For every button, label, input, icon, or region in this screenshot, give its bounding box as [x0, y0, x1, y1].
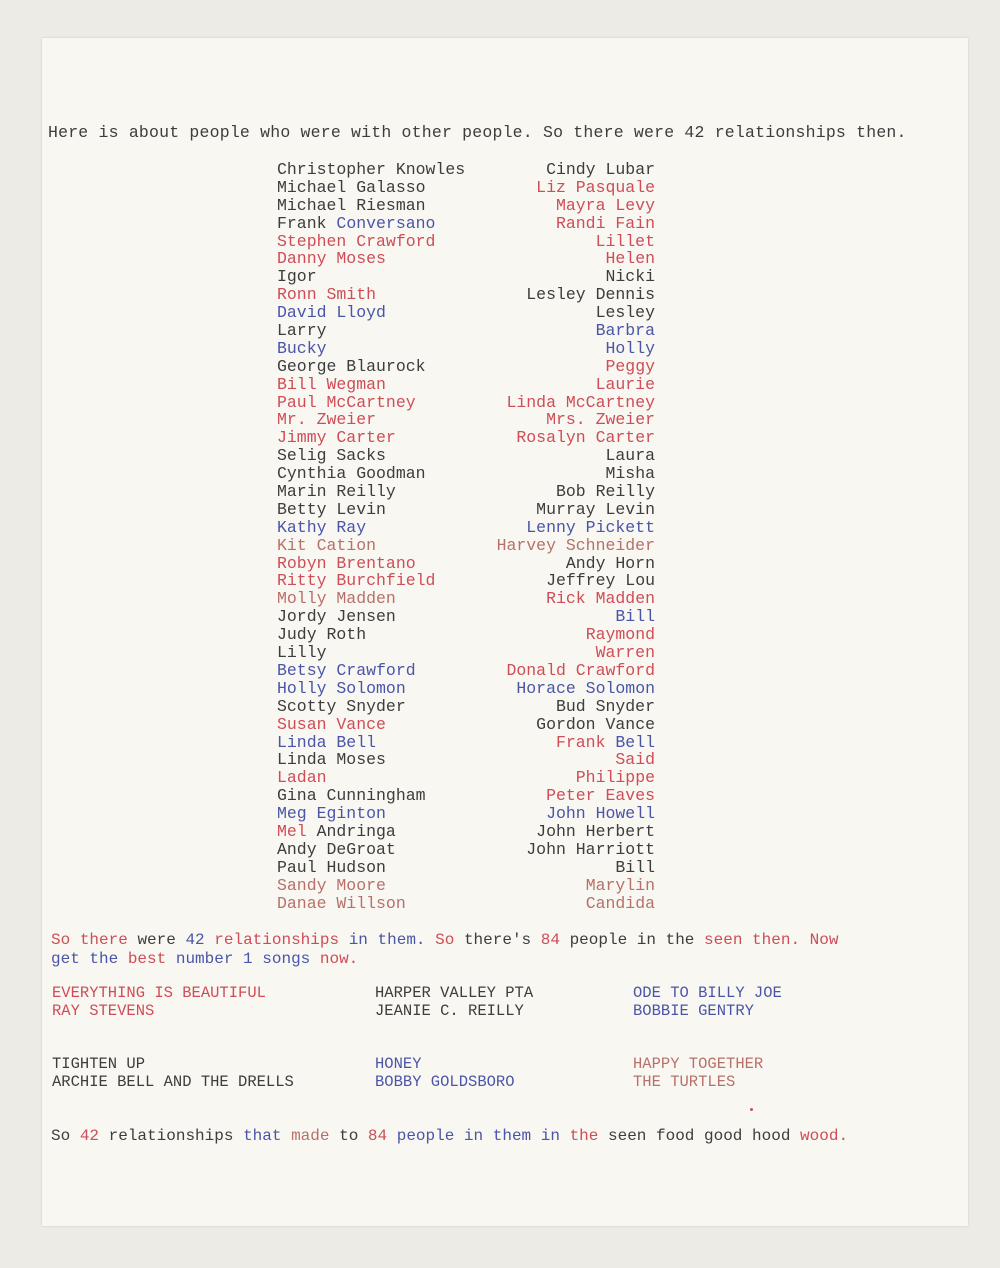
right-name: Gordon Vance	[536, 714, 655, 734]
song-title: ODE TO BILLY JOE	[633, 984, 782, 1002]
right-name: Said	[615, 750, 655, 770]
list-item	[277, 376, 655, 394]
word: in them.	[348, 931, 426, 949]
paragraph-closing	[51, 1127, 848, 1145]
left-name: Danny Moses	[277, 249, 386, 269]
left-name: Jimmy Carter	[277, 428, 396, 448]
right-name: Bill	[615, 857, 655, 877]
left-name: Gina Cunningham	[277, 786, 426, 806]
list-item	[277, 358, 655, 376]
song-artist: RAY STEVENS	[52, 1001, 155, 1020]
left-name: Cynthia Goodman	[277, 464, 426, 484]
paragraph-relationships	[51, 931, 838, 949]
left-name: Sandy Moore	[277, 875, 386, 895]
left-name-first: Frank	[277, 213, 337, 233]
list-item	[277, 322, 655, 340]
word: So	[51, 931, 71, 949]
song-block	[52, 985, 266, 1020]
left-name: Jordy Jensen	[277, 607, 396, 627]
right-name: Murray Levin	[536, 499, 655, 519]
word: were	[137, 931, 176, 949]
right-name: Lenny Pickett	[526, 517, 655, 537]
right-name: John Harriott	[526, 839, 655, 859]
song-title: HONEY	[375, 1055, 422, 1073]
left-name: Holly Solomon	[277, 678, 406, 698]
word: seen food good hood	[607, 1127, 791, 1145]
word: seen	[704, 931, 743, 949]
left-name: Meg Eginton	[277, 804, 386, 824]
left-name: Ladan	[277, 768, 327, 788]
list-item	[277, 537, 655, 555]
right-name: Bob Reilly	[555, 482, 655, 502]
right-name: Laurie	[595, 374, 655, 394]
word: then.	[752, 931, 801, 949]
list-item	[277, 698, 655, 716]
list-item	[277, 590, 655, 608]
left-name	[277, 215, 435, 233]
right-name: Nicki	[605, 267, 655, 287]
right-name: Candida	[585, 893, 655, 913]
list-item	[277, 680, 655, 698]
list-item	[277, 215, 655, 233]
left-name: Betty Levin	[277, 499, 386, 519]
right-name: Donald Crawford	[506, 660, 655, 680]
list-item	[277, 608, 655, 626]
word: there	[79, 931, 128, 949]
list-item	[277, 662, 655, 680]
left-name: Bill Wegman	[277, 374, 386, 394]
word: wood.	[800, 1127, 849, 1145]
list-item	[277, 197, 655, 215]
word: So	[435, 931, 455, 949]
paragraph-songs-intro	[51, 950, 358, 968]
right-name-last: Bell	[615, 732, 655, 752]
list-item	[277, 572, 655, 590]
word: to	[339, 1127, 359, 1145]
list-item	[277, 716, 655, 734]
right-name: Horace Solomon	[516, 678, 655, 698]
ink-dot	[750, 1108, 753, 1111]
left-name: Paul McCartney	[277, 392, 416, 412]
list-item	[277, 233, 655, 251]
right-name: Linda McCartney	[506, 392, 655, 412]
song-block	[375, 985, 533, 1020]
list-item	[277, 644, 655, 662]
left-name: Susan Vance	[277, 714, 386, 734]
left-name: Ritty Burchfield	[277, 571, 436, 591]
word: So	[51, 1127, 71, 1145]
word: people in the	[569, 931, 695, 949]
song-block	[52, 1056, 294, 1091]
right-name: Rick Madden	[546, 589, 655, 609]
list-item	[277, 250, 655, 268]
word: the	[569, 1127, 599, 1145]
right-name: Raymond	[585, 625, 655, 645]
left-name-first: Mel	[277, 821, 317, 841]
left-name: Robyn Brentano	[277, 553, 416, 573]
right-name: Helen	[605, 249, 655, 269]
list-item	[277, 268, 655, 286]
word: now.	[319, 950, 359, 968]
word: relationships	[214, 931, 340, 949]
song-block	[633, 985, 782, 1020]
song-artist: THE TURTLES	[633, 1072, 736, 1091]
list-item	[277, 161, 655, 179]
list-item	[277, 877, 655, 895]
left-name: Selig Sacks	[277, 446, 386, 466]
list-item	[277, 555, 655, 573]
word: Now	[809, 931, 839, 949]
word: 42	[79, 1127, 100, 1145]
right-name: Warren	[595, 643, 655, 663]
right-name: Liz Pasquale	[536, 177, 655, 197]
left-name: Kathy Ray	[277, 517, 367, 537]
song-title: TIGHTEN UP	[52, 1055, 146, 1073]
list-item	[277, 429, 655, 447]
left-name-last: Andringa	[316, 821, 396, 841]
left-name: Danae Willson	[277, 893, 406, 913]
list-item	[277, 179, 655, 197]
left-name	[277, 823, 396, 841]
right-name: Lesley Dennis	[526, 285, 655, 305]
left-name: Ronn Smith	[277, 285, 377, 305]
list-item	[277, 447, 655, 465]
list-item	[277, 859, 655, 877]
left-name: Linda Moses	[277, 750, 386, 770]
word: people in them in	[396, 1127, 560, 1145]
left-name: Molly Madden	[277, 589, 396, 609]
right-name: Lesley	[595, 303, 655, 323]
left-name: Andy DeGroat	[277, 839, 396, 859]
right-name: Mayra Levy	[555, 195, 655, 215]
list-item	[277, 769, 655, 787]
song-artist: BOBBIE GENTRY	[633, 1001, 754, 1020]
right-name: Lillet	[595, 231, 655, 251]
right-name: Jeffrey Lou	[546, 571, 655, 591]
word: best	[127, 950, 167, 968]
song-block	[375, 1056, 515, 1091]
right-name: Laura	[605, 446, 655, 466]
list-item	[277, 751, 655, 769]
word: there's	[463, 931, 532, 949]
intro-line: Here is about people who were with other people. So there were 42 relationships then.	[48, 123, 907, 142]
list-item	[277, 340, 655, 358]
list-item	[277, 411, 655, 429]
right-name: Peggy	[605, 356, 655, 376]
right-name: Andy Horn	[565, 553, 655, 573]
right-name: John Howell	[546, 804, 655, 824]
list-item	[277, 304, 655, 322]
list-item	[277, 519, 655, 537]
left-name: Bucky	[277, 338, 327, 358]
song-artist: ARCHIE BELL AND THE DRELLS	[52, 1072, 294, 1091]
right-name: Philippe	[575, 768, 655, 788]
list-item	[277, 841, 655, 859]
right-name: Mrs. Zweier	[546, 410, 655, 430]
right-name: Harvey Schneider	[496, 535, 655, 555]
left-name: Judy Roth	[277, 625, 367, 645]
list-item	[277, 626, 655, 644]
list-item	[277, 465, 655, 483]
song-title: EVERYTHING IS BEAUTIFUL	[52, 984, 266, 1002]
list-item	[277, 805, 655, 823]
left-name: Betsy Crawford	[277, 660, 416, 680]
left-name-last: Conversano	[336, 213, 436, 233]
left-name: Stephen Crawford	[277, 231, 436, 251]
list-item	[277, 394, 655, 412]
left-name: Michael Riesman	[277, 195, 426, 215]
right-name: Cindy Lubar	[546, 160, 655, 179]
right-name: Holly	[605, 338, 655, 358]
right-name-first: Frank	[555, 732, 616, 752]
right-name: Peter Eaves	[546, 786, 655, 806]
left-name: Mr. Zweier	[277, 410, 377, 430]
word: 42	[185, 931, 205, 949]
word: get the	[51, 950, 119, 968]
word: that	[243, 1127, 282, 1145]
left-name: Christopher Knowles	[277, 160, 466, 179]
song-artist: JEANIE C. REILLY	[375, 1001, 524, 1020]
word: made	[291, 1127, 330, 1145]
song-title: HAPPY TOGETHER	[633, 1055, 764, 1073]
song-title: HARPER VALLEY PTA	[375, 984, 534, 1002]
right-name	[556, 734, 655, 752]
left-name: Paul Hudson	[277, 857, 386, 877]
word: 84	[540, 931, 560, 949]
right-name: John Herbert	[536, 821, 655, 841]
word: relationships	[108, 1127, 234, 1145]
right-name: Bill	[615, 607, 655, 627]
left-name: Scotty Snyder	[277, 696, 406, 716]
right-name: Misha	[605, 464, 655, 484]
list-item	[277, 823, 655, 841]
names-list	[277, 161, 655, 912]
right-name: Barbra	[595, 321, 655, 341]
left-name: Lilly	[277, 643, 327, 663]
left-name: David Lloyd	[277, 303, 386, 323]
right-name: Randi Fain	[555, 213, 655, 233]
list-item	[277, 501, 655, 519]
left-name: George Blaurock	[277, 356, 426, 376]
right-name: Bud Snyder	[555, 696, 655, 716]
right-name: Marylin	[585, 875, 655, 895]
left-name: Larry	[277, 321, 327, 341]
list-item	[277, 787, 655, 805]
list-item	[277, 895, 655, 913]
left-name: Marin Reilly	[277, 482, 396, 502]
song-artist: BOBBY GOLDSBORO	[375, 1072, 515, 1091]
word: 84	[367, 1127, 388, 1145]
left-name: Michael Galasso	[277, 177, 426, 197]
word: number 1 songs	[175, 950, 311, 968]
song-block	[633, 1056, 763, 1091]
list-item	[277, 483, 655, 501]
list-item	[277, 286, 655, 304]
left-name: Linda Bell	[277, 732, 377, 752]
list-item	[277, 734, 655, 752]
left-name: Igor	[277, 267, 317, 287]
right-name: Rosalyn Carter	[516, 428, 655, 448]
left-name: Kit Cation	[277, 535, 377, 555]
